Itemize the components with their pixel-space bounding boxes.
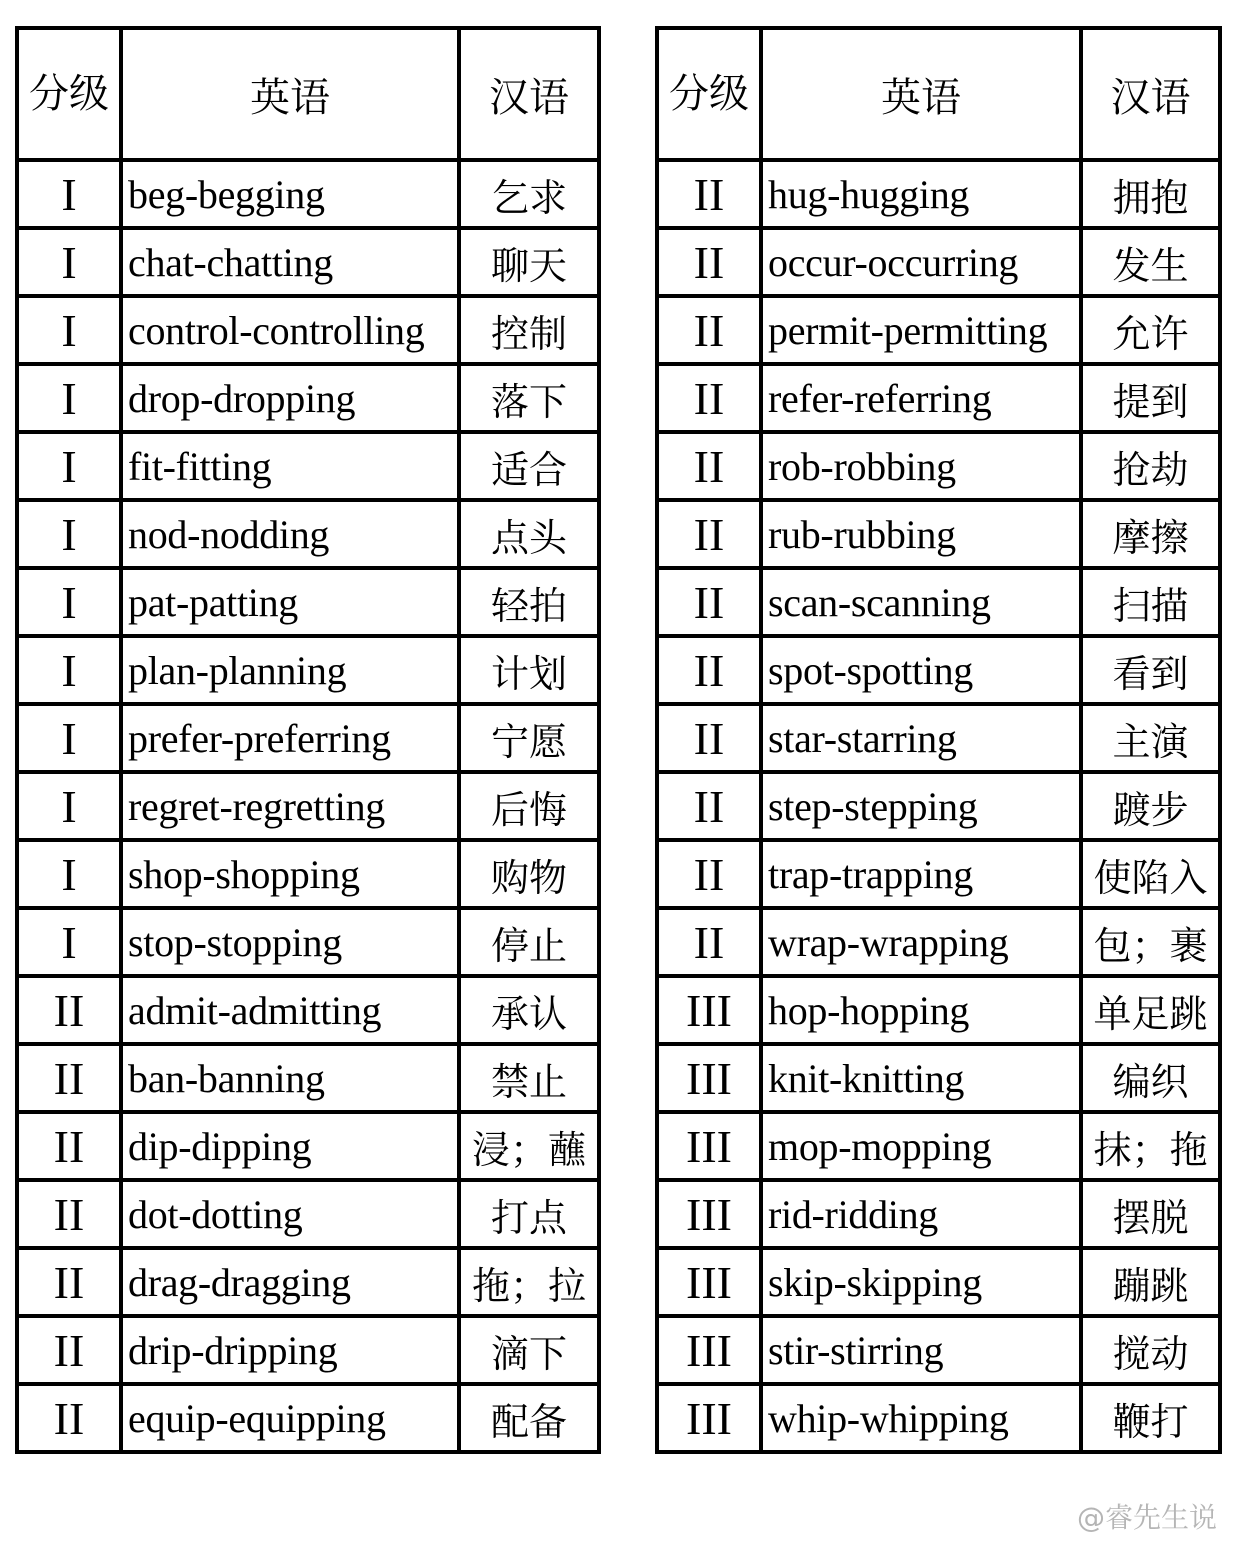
english-cell: star-starring: [761, 704, 1081, 772]
english-cell: wrap-wrapping: [761, 908, 1081, 976]
table-row: [17, 432, 599, 500]
english-cell: stop-stopping: [121, 908, 459, 976]
table-row: [17, 1248, 599, 1316]
table-row: [657, 772, 1220, 840]
level-cell: I: [17, 636, 121, 704]
chinese-cell: 承认: [459, 976, 599, 1044]
english-cell: knit-knitting: [761, 1044, 1081, 1112]
level-cell: I: [17, 704, 121, 772]
chinese-cell: 拖；拉: [459, 1248, 599, 1316]
level-cell: II: [657, 636, 761, 704]
table-row: [17, 1316, 599, 1384]
chinese-cell: 计划: [459, 636, 599, 704]
chinese-cell: 配备: [459, 1384, 599, 1452]
level-cell: II: [657, 840, 761, 908]
table-row: [17, 296, 599, 364]
english-cell: drag-dragging: [121, 1248, 459, 1316]
level-cell: III: [657, 1316, 761, 1384]
table-row: [657, 908, 1220, 976]
english-cell: whip-whipping: [761, 1384, 1081, 1452]
english-cell: rid-ridding: [761, 1180, 1081, 1248]
level-cell: III: [657, 1180, 761, 1248]
english-cell: stir-stirring: [761, 1316, 1081, 1384]
table-row: [657, 636, 1220, 704]
chinese-cell: 发生: [1081, 228, 1220, 296]
table-row: [657, 296, 1220, 364]
chinese-cell: 控制: [459, 296, 599, 364]
english-cell: trap-trapping: [761, 840, 1081, 908]
english-cell: dot-dotting: [121, 1180, 459, 1248]
chinese-cell: 滴下: [459, 1316, 599, 1384]
table-row: [17, 704, 599, 772]
level-cell: I: [17, 908, 121, 976]
english-cell: drop-dropping: [121, 364, 459, 432]
header-level: 分级: [17, 28, 121, 160]
level-cell: I: [17, 160, 121, 228]
chinese-cell: 聊天: [459, 228, 599, 296]
english-cell: chat-chatting: [121, 228, 459, 296]
table-row: [17, 908, 599, 976]
english-cell: nod-nodding: [121, 500, 459, 568]
english-cell: plan-planning: [121, 636, 459, 704]
chinese-cell: 编织: [1081, 1044, 1220, 1112]
chinese-cell: 禁止: [459, 1044, 599, 1112]
level-cell: II: [657, 228, 761, 296]
english-cell: dip-dipping: [121, 1112, 459, 1180]
level-cell: II: [17, 1112, 121, 1180]
level-cell: II: [17, 1044, 121, 1112]
level-cell: II: [657, 296, 761, 364]
table-row: [657, 976, 1220, 1044]
table-row: [657, 568, 1220, 636]
english-cell: skip-skipping: [761, 1248, 1081, 1316]
english-cell: mop-mopping: [761, 1112, 1081, 1180]
chinese-cell: 抹；拖: [1081, 1112, 1220, 1180]
table-row: [657, 1112, 1220, 1180]
level-cell: III: [657, 976, 761, 1044]
table-row: [17, 1044, 599, 1112]
chinese-cell: 使陷入: [1081, 840, 1220, 908]
level-cell: III: [657, 1044, 761, 1112]
chinese-cell: 抢劫: [1081, 432, 1220, 500]
chinese-cell: 适合: [459, 432, 599, 500]
english-cell: rob-robbing: [761, 432, 1081, 500]
chinese-cell: 踱步: [1081, 772, 1220, 840]
english-cell: control-controlling: [121, 296, 459, 364]
level-cell: II: [657, 160, 761, 228]
level-cell: I: [17, 772, 121, 840]
level-cell: II: [17, 1248, 121, 1316]
table-row: [17, 1180, 599, 1248]
chinese-cell: 购物: [459, 840, 599, 908]
header-english: 英语: [121, 28, 459, 160]
chinese-cell: 蹦跳: [1081, 1248, 1220, 1316]
english-cell: ban-banning: [121, 1044, 459, 1112]
level-cell: I: [17, 500, 121, 568]
english-cell: shop-shopping: [121, 840, 459, 908]
level-cell: II: [657, 500, 761, 568]
chinese-cell: 摆脱: [1081, 1180, 1220, 1248]
chinese-cell: 打点: [459, 1180, 599, 1248]
level-cell: II: [657, 704, 761, 772]
english-cell: regret-regretting: [121, 772, 459, 840]
english-cell: step-stepping: [761, 772, 1081, 840]
level-cell: III: [657, 1384, 761, 1452]
level-cell: II: [17, 976, 121, 1044]
table-row: [657, 1384, 1220, 1452]
chinese-cell: 提到: [1081, 364, 1220, 432]
chinese-cell: 搅动: [1081, 1316, 1220, 1384]
chinese-cell: 点头: [459, 500, 599, 568]
level-cell: II: [17, 1180, 121, 1248]
level-cell: II: [657, 432, 761, 500]
chinese-cell: 轻拍: [459, 568, 599, 636]
chinese-cell: 主演: [1081, 704, 1220, 772]
chinese-cell: 后悔: [459, 772, 599, 840]
level-cell: II: [17, 1316, 121, 1384]
right-vocab-table: [655, 26, 1222, 1454]
watermark: @睿先生说: [1076, 1501, 1217, 1534]
chinese-cell: 乞求: [459, 160, 599, 228]
chinese-cell: 宁愿: [459, 704, 599, 772]
header-english: 英语: [761, 28, 1081, 160]
english-cell: hug-hugging: [761, 160, 1081, 228]
chinese-cell: 单足跳: [1081, 976, 1220, 1044]
english-cell: drip-dripping: [121, 1316, 459, 1384]
header-chinese: 汉语: [459, 28, 599, 160]
table-row: [657, 364, 1220, 432]
table-row: [657, 1044, 1220, 1112]
table-row: [657, 840, 1220, 908]
chinese-cell: 包；裹: [1081, 908, 1220, 976]
table-row: [657, 228, 1220, 296]
header-row: [17, 28, 599, 160]
table-row: [17, 840, 599, 908]
table-row: [17, 772, 599, 840]
english-cell: admit-admitting: [121, 976, 459, 1044]
english-cell: permit-permitting: [761, 296, 1081, 364]
left-vocab-table: [15, 26, 601, 1454]
level-cell: II: [657, 908, 761, 976]
level-cell: I: [17, 296, 121, 364]
table-row: [657, 704, 1220, 772]
level-cell: I: [17, 840, 121, 908]
level-cell: III: [657, 1248, 761, 1316]
header-chinese: 汉语: [1081, 28, 1220, 160]
chinese-cell: 摩擦: [1081, 500, 1220, 568]
level-cell: II: [657, 772, 761, 840]
chinese-cell: 看到: [1081, 636, 1220, 704]
english-cell: rub-rubbing: [761, 500, 1081, 568]
english-cell: spot-spotting: [761, 636, 1081, 704]
english-cell: refer-referring: [761, 364, 1081, 432]
header-level: 分级: [657, 28, 761, 160]
table-row: [657, 1248, 1220, 1316]
level-cell: III: [657, 1112, 761, 1180]
header-row: [657, 28, 1220, 160]
english-cell: scan-scanning: [761, 568, 1081, 636]
table-row: [17, 1112, 599, 1180]
english-cell: occur-occurring: [761, 228, 1081, 296]
chinese-cell: 拥抱: [1081, 160, 1220, 228]
table-row: [657, 1180, 1220, 1248]
english-cell: beg-begging: [121, 160, 459, 228]
table-row: [17, 636, 599, 704]
chinese-cell: 鞭打: [1081, 1384, 1220, 1452]
table-row: [17, 976, 599, 1044]
table-row: [17, 1384, 599, 1452]
chinese-cell: 停止: [459, 908, 599, 976]
chinese-cell: 浸；蘸: [459, 1112, 599, 1180]
english-cell: equip-equipping: [121, 1384, 459, 1452]
level-cell: II: [657, 364, 761, 432]
chinese-cell: 允许: [1081, 296, 1220, 364]
level-cell: II: [657, 568, 761, 636]
table-row: [17, 364, 599, 432]
chinese-cell: 扫描: [1081, 568, 1220, 636]
level-cell: I: [17, 568, 121, 636]
level-cell: I: [17, 432, 121, 500]
table-row: [17, 228, 599, 296]
english-cell: hop-hopping: [761, 976, 1081, 1044]
table-row: [657, 500, 1220, 568]
level-cell: II: [17, 1384, 121, 1452]
english-cell: pat-patting: [121, 568, 459, 636]
table-row: [657, 432, 1220, 500]
chinese-cell: 落下: [459, 364, 599, 432]
table-row: [657, 160, 1220, 228]
table-row: [17, 500, 599, 568]
english-cell: fit-fitting: [121, 432, 459, 500]
level-cell: I: [17, 364, 121, 432]
level-cell: I: [17, 228, 121, 296]
english-cell: prefer-preferring: [121, 704, 459, 772]
table-row: [657, 1316, 1220, 1384]
table-row: [17, 568, 599, 636]
table-row: [17, 160, 599, 228]
